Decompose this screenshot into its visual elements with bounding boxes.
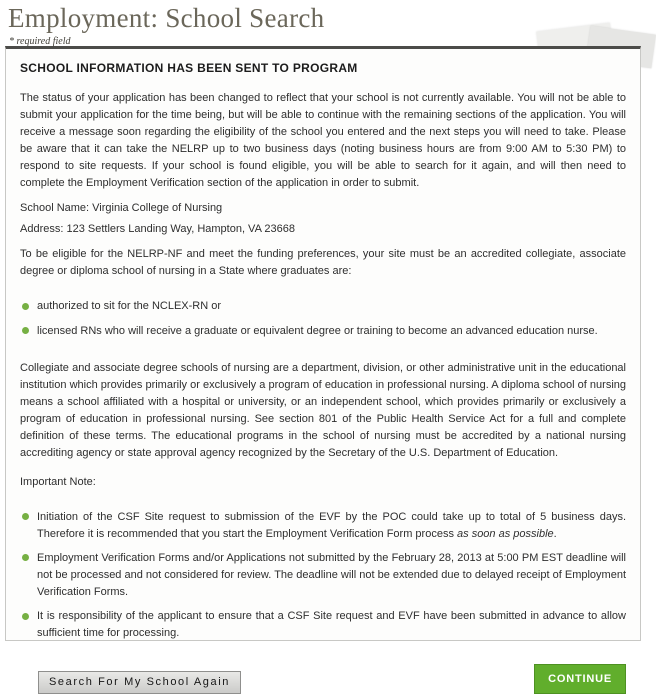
school-address-line: Address: 123 Settlers Landing Way, Hampton, VA 23668: [20, 223, 295, 236]
bullet-icon: [22, 513, 29, 520]
required-field-note: * required field: [9, 36, 71, 47]
message-panel: [5, 46, 641, 689]
list-item-text: It is responsibility of the applicant to ensure that a CSF Site request and EVF have been submitted in advance to allow sufficient time for processing.: [37, 610, 626, 640]
page-header: [0, 0, 646, 47]
bullet-icon: [22, 554, 29, 561]
list-item-text: licensed RNs who will receive a graduate or equivalent degree or training to become an advanced education nurse.: [37, 324, 598, 337]
important-note-label: Important Note:: [20, 475, 96, 488]
page-title: Employment: School Search: [8, 3, 325, 33]
list-item-text: Employment Verification Forms and/or Applications not submitted by the February 28, 2013 at 5:00 PM EST deadline will not be processed and not considered for review. The deadline will not be extended due to delayed receipt of Employment Verification Forms.: [37, 551, 626, 599]
panel-heading: SCHOOL INFORMATION HAS BEEN SENT TO PROGRAM: [20, 61, 358, 75]
school-name-line: School Name: Virginia College of Nursing: [20, 202, 223, 215]
eligibility-bullet-list: [20, 291, 626, 346]
list-item-emphasis: as soon as possible: [457, 527, 554, 540]
list-item: [20, 509, 626, 543]
important-note-bullet-list: [20, 502, 626, 649]
list-item-text: .: [553, 527, 557, 540]
list-item: [20, 550, 626, 601]
search-again-button[interactable]: Search For My School Again: [38, 671, 241, 694]
continue-button[interactable]: CONTINUE: [534, 664, 626, 694]
definition-paragraph: Collegiate and associate degree schools of nursing are a department, division, or other administrative unit in the educational institution which provides primarily or exclusively a program of education in professional nursing. A diploma school of nursing means a school affiliated with a hospital or university, or an independent school, which provides primarily or exclusively a program of education in professional nursing. See section 801 of the Public Health Service Act for a full and complete definition of these terms. The educational programs in the school of nursing must be accredited by a national nursing accrediting agency or state approval agency recognized by the Secretary of the U.S. Department of Education.: [20, 361, 626, 459]
list-item: [20, 608, 626, 642]
eligibility-intro-paragraph: To be eligible for the NELRP-NF and meet the funding preferences, your site must be an accredited collegiate, associate degree or diploma school of nursing in a State where graduates are:: [20, 248, 626, 278]
list-item: [20, 298, 626, 315]
bullet-icon: [22, 613, 29, 620]
bullet-icon: [22, 327, 29, 334]
list-item-text: Initiation of the CSF Site request to submission of the EVF by the POC could take up to total of 5 business days. Therefore it is recommended that you start the Employment Verification Form process: [37, 510, 626, 540]
list-item-text: authorized to sit for the NCLEX-RN or: [37, 300, 222, 313]
list-item: [20, 323, 626, 340]
bullet-icon: [22, 303, 29, 310]
status-paragraph: The status of your application has been changed to reflect that your school is not currently available. You will not be able to submit your application for the time being, but will be able to continue with the remaining sections of the application. You will receive a message soon regarding the eligibility of the school you entered and the next steps you will need to take. Please be aware that it can take the NELRP up to two business days (noting business hours are from 9:00 AM to 5:30 PM) to respond to site requests. If your school is found eligible, you will be able to search for it again, and will then need to complete the Employment Verification section of the application in order to submit.: [20, 92, 626, 190]
action-bar: [20, 656, 626, 694]
